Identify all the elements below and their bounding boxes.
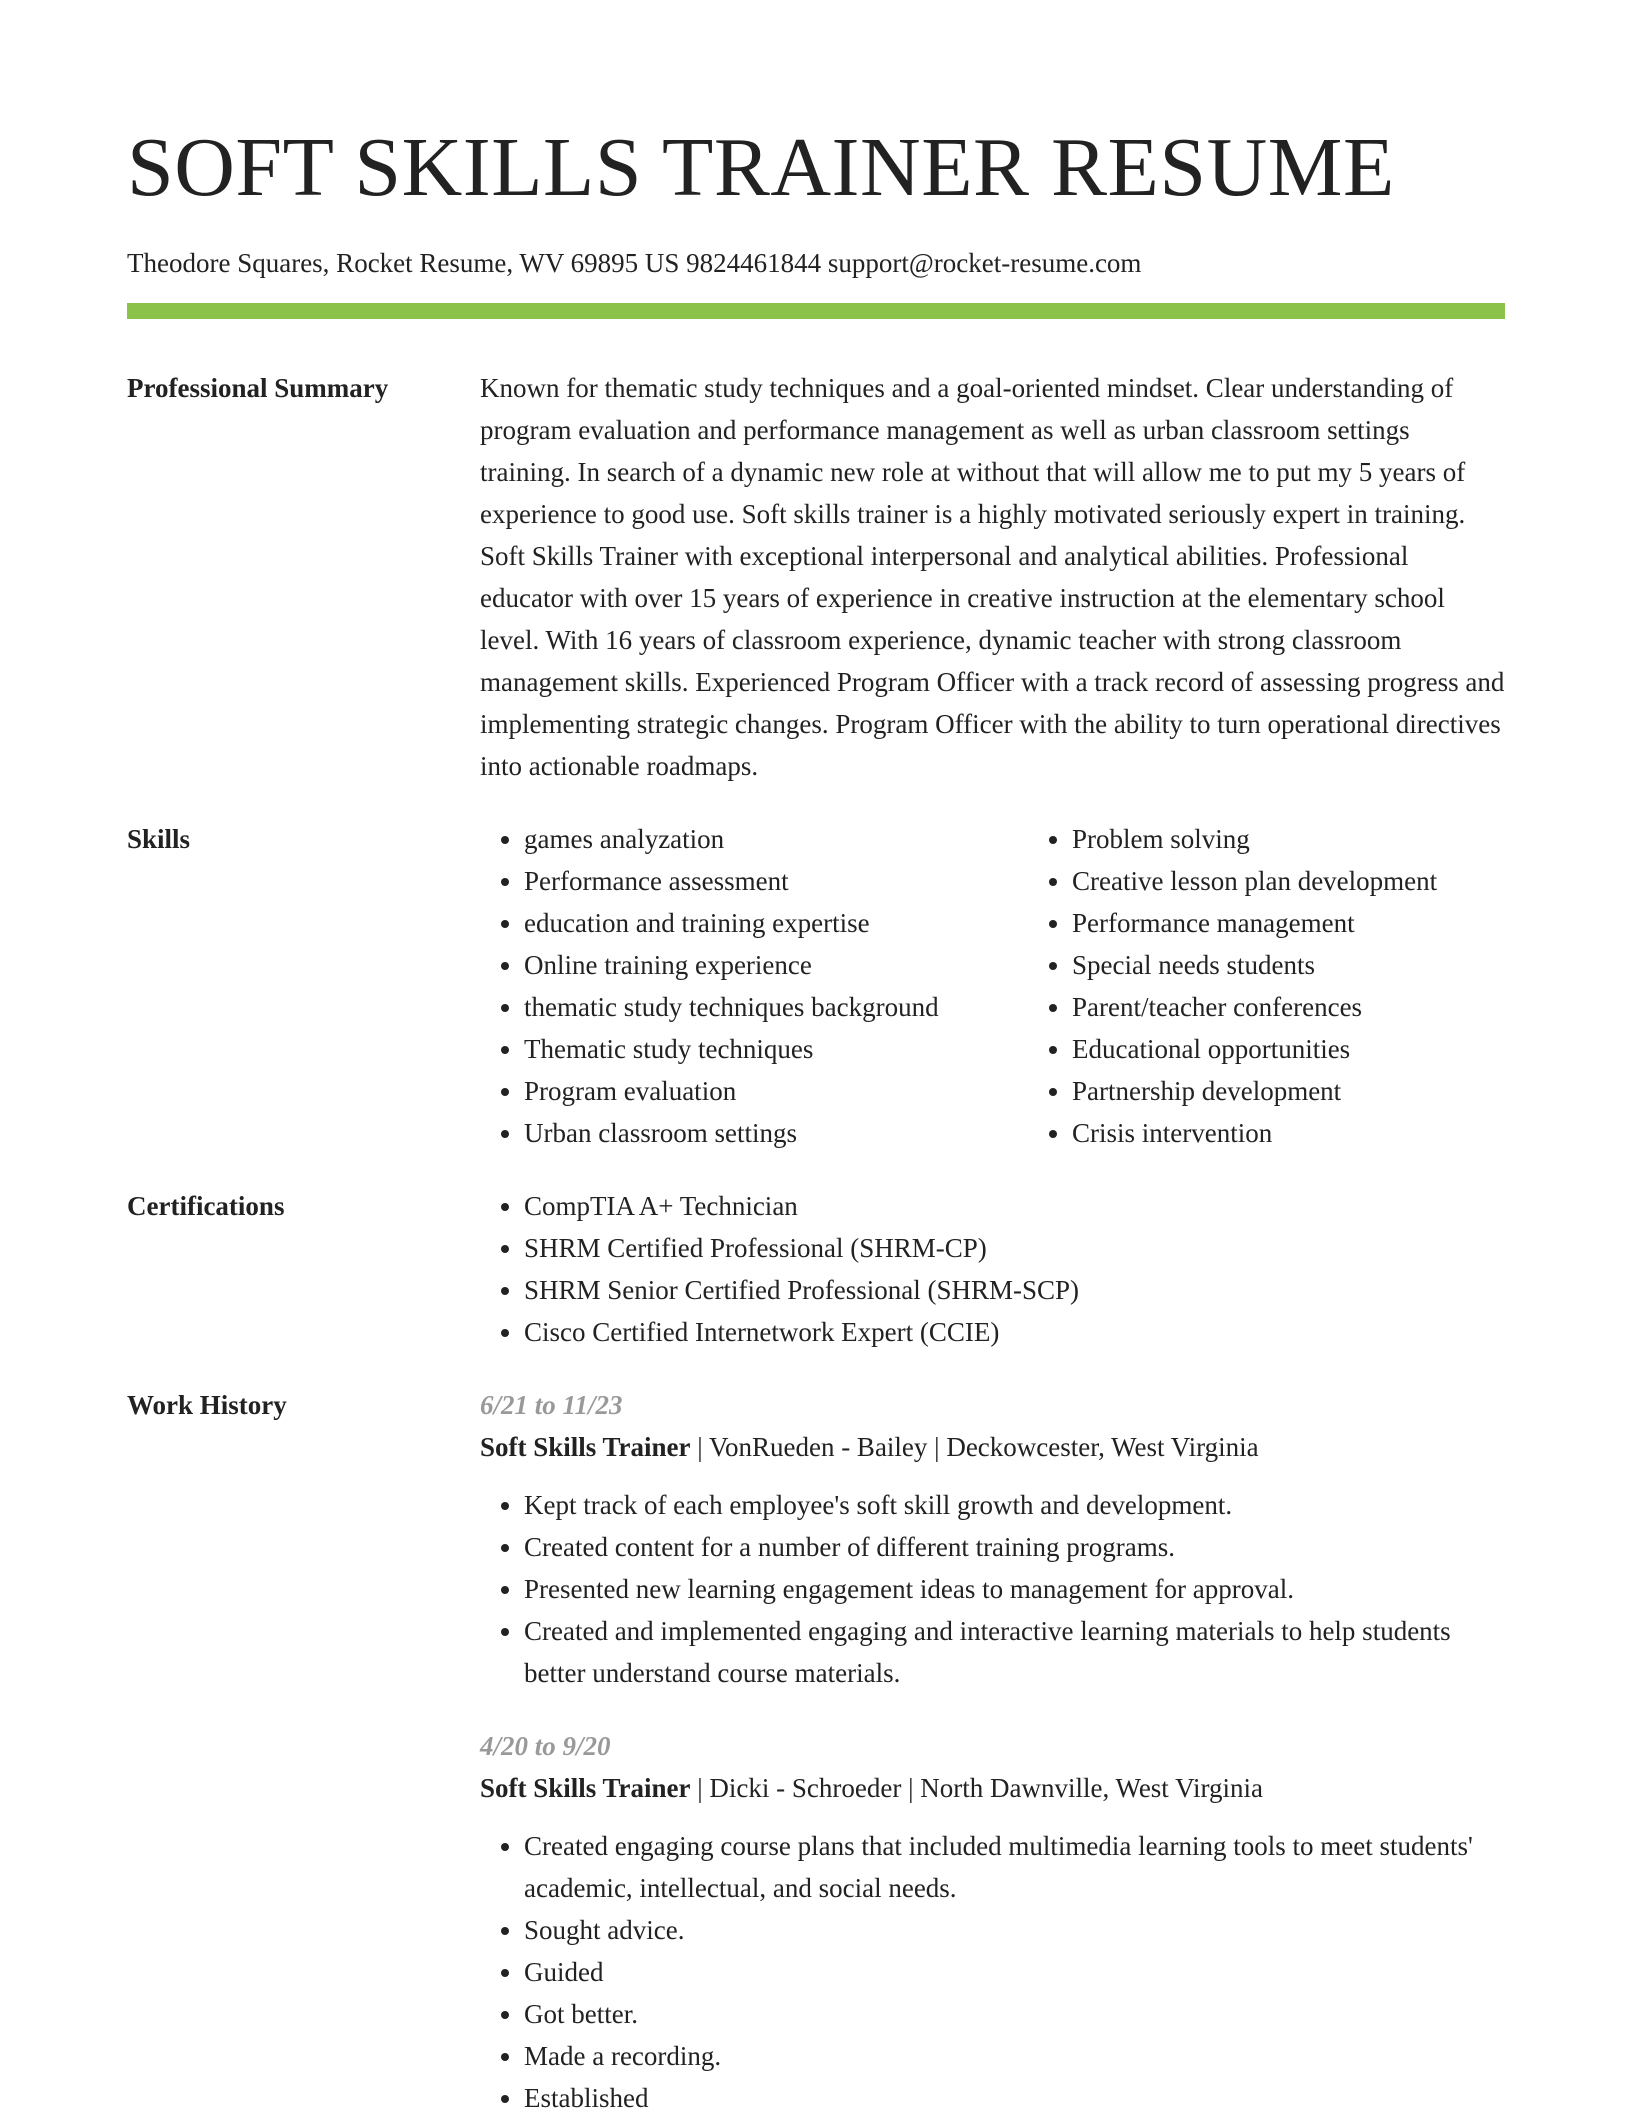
certifications-body [480,1185,1505,1353]
job-entry [480,1725,1505,2119]
job-title: Soft Skills Trainer [480,1432,691,1462]
certification-item: • CompTIA A+ Technician [524,1185,1505,1227]
job-bullet: • Kept track of each employee's soft skill growth and development. [524,1484,1505,1526]
skill-item: • Problem solving [1072,818,1437,860]
skill-item: • Thematic study techniques [524,1028,1028,1070]
resume-title: SOFT SKILLS TRAINER RESUME [127,121,1395,214]
certification-item: • SHRM Certified Professional (SHRM-CP) [524,1227,1505,1269]
skill-item: • Crisis intervention [1072,1112,1437,1154]
job-bullet: • Guided [524,1951,1505,1993]
section-label-certifications: Certifications [127,1191,285,1221]
job-heading [480,1767,1505,1809]
skills-list-right [1028,818,1437,1154]
skill-item: • Urban classroom settings [524,1112,1028,1154]
section-label-work-history: Work History [127,1390,287,1420]
job-title: Soft Skills Trainer [480,1773,691,1803]
contact-line: Theodore Squares, Rocket Resume, WV 69895 US 9824461844 support@rocket-resume.com [127,248,1142,278]
skill-item: • thematic study techniques background [524,986,1028,1028]
section-label-skills: Skills [127,824,191,854]
certifications-list [480,1185,1505,1353]
job-bullets [480,1825,1505,2119]
skill-item: • Partnership development [1072,1070,1437,1112]
certifications-section [127,1185,1505,1353]
job-bullet: • Presented new learning engagement ideas to management for approval. [524,1568,1505,1610]
job-details: | Dicki - Schroeder | North Dawnville, West Virginia [690,1773,1263,1803]
job-bullet: • Created content for a number of different training programs. [524,1526,1505,1568]
job-dates: 4/20 to 9/20 [480,1731,611,1761]
skill-item: • Performance management [1072,902,1437,944]
skill-item: • Program evaluation [524,1070,1028,1112]
certification-item: • SHRM Senior Certified Professional (SHRM-SCP) [524,1269,1505,1311]
summary-body [480,367,1505,787]
job-bullet: • Established [524,2077,1505,2119]
job-bullet: • Got better. [524,1993,1505,2035]
skills-section [127,818,1505,1154]
job-heading [480,1426,1505,1468]
skill-item: • Special needs students [1072,944,1437,986]
job-bullet: • Made a recording. [524,2035,1505,2077]
skill-item: • Educational opportunities [1072,1028,1437,1070]
skill-item: • education and training expertise [524,902,1028,944]
job-entry [480,1384,1505,1694]
summary-text: Known for thematic study techniques and a goal-oriented mindset. Clear understanding of program evaluation and performance management as well as urban classroom settings training. In search of a dynamic new role at without that will allow me to put my 5 years of experience to good use. Soft skills trainer is a highly motivated seriously expert in training. Soft Skills Trainer with exceptional interpersonal and analytical abilities. Professional educator with over 15 years of experience in creative instruction at the elementary school level. With 16 years of classroom experience, dynamic teacher with strong classroom management skills. Experienced Program Officer with a track record of assessing progress and implementing strategic changes. Program Officer with the ability to turn operational directives into actionable roadmaps. [480,373,1505,781]
summary-section [127,367,1505,787]
job-bullet: • Created and implemented engaging and interactive learning materials to help students better understand course materials. [524,1610,1505,1694]
job-bullet: • Created engaging course plans that included multimedia learning tools to meet students' academic, intellectual, and social needs. [524,1825,1505,1909]
job-dates: 6/21 to 11/23 [480,1390,623,1420]
skill-item: • Creative lesson plan development [1072,860,1437,902]
header-divider [127,303,1505,319]
skill-item: • games analyzation [524,818,1028,860]
work-history-section [127,1384,1505,2119]
skill-item: • Online training experience [524,944,1028,986]
skills-list-left [480,818,1028,1154]
job-bullets [480,1484,1505,1694]
skill-item: • Performance assessment [524,860,1028,902]
skills-body [480,818,1505,1154]
section-label-summary: Professional Summary [127,373,389,403]
job-bullet: • Sought advice. [524,1909,1505,1951]
work-history-body [480,1384,1505,2119]
job-details: | VonRueden - Bailey | Deckowcester, West Virginia [690,1432,1259,1462]
certification-item: • Cisco Certified Internetwork Expert (CCIE) [524,1311,1505,1353]
skill-item: • Parent/teacher conferences [1072,986,1437,1028]
